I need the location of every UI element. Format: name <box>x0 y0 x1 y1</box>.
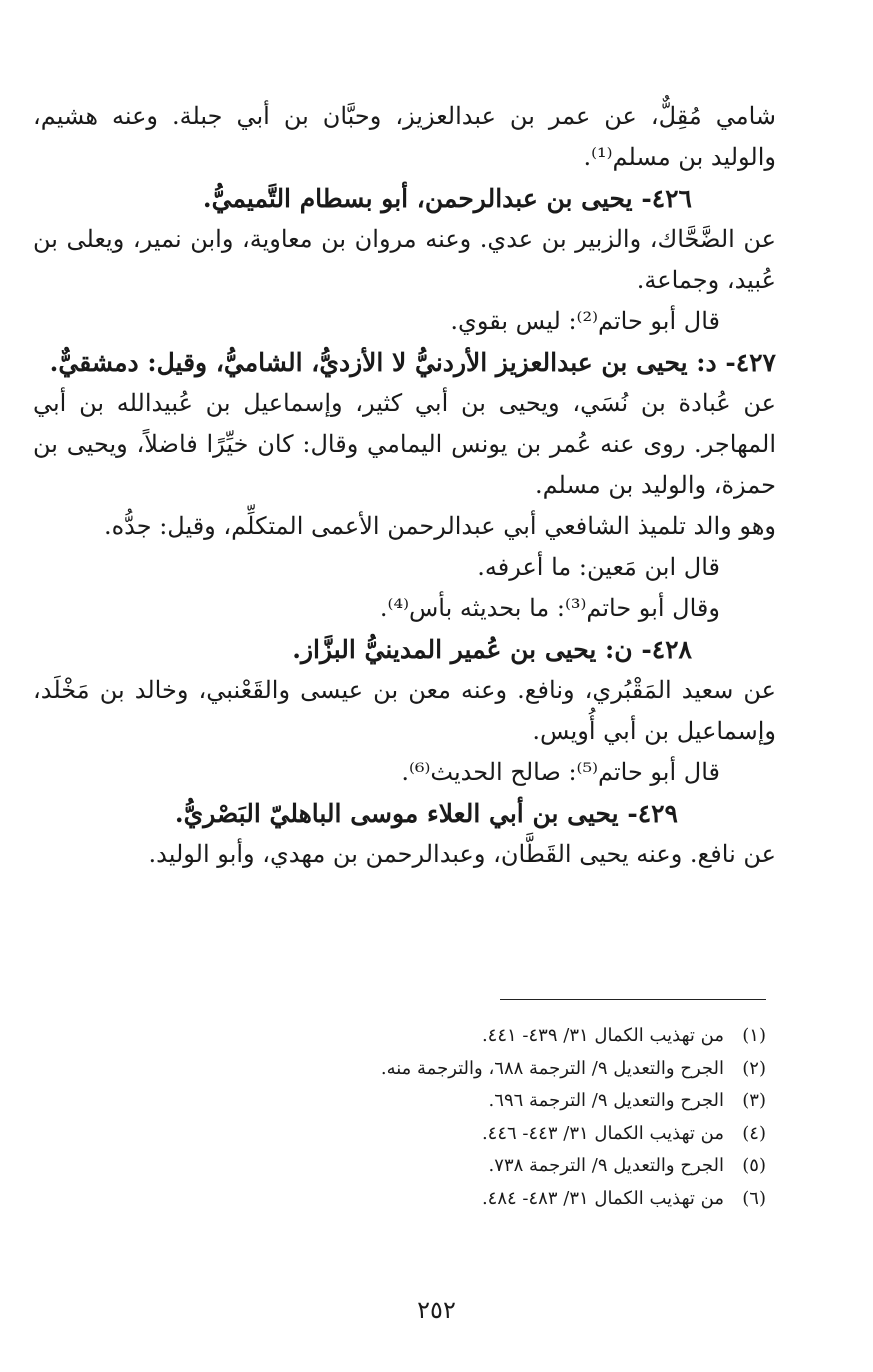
main-text <box>33 96 776 875</box>
footnote-text: من تهذيب الكمال ٣١/ ٤٣٩- ٤٤١. <box>481 1025 724 1046</box>
entry-427-verdict-2: وقال أبو حاتم⁽³⁾: ما بحديثه بأس⁽⁴⁾. <box>379 594 720 622</box>
footnote-text: من تهذيب الكمال ٣١/ ٤٤٣- ٤٤٦. <box>481 1122 724 1144</box>
footnote-number: (٤) <box>742 1122 766 1144</box>
footnote <box>100 1053 766 1086</box>
entry-427-note: وهو والد تلميذ الشافعي أبي عبدالرحمن الأعمى المتكلِّم، وقيل: جدُّه. <box>103 512 776 540</box>
entry-heading-429: ٤٢٩- يحيى بن أبي العلاء موسى الباهليّ البَصْريُّ. <box>174 799 678 828</box>
footnotes <box>100 1020 766 1215</box>
footnote <box>100 1150 766 1183</box>
footnote-separator <box>500 999 766 1000</box>
entry-426-verdict: قال أبو حاتم⁽²⁾: ليس بقوي. <box>450 307 720 335</box>
entry-427-narrators: عن عُبادة بن نُسَي، ويحيى بن أبي كثير، وإسماعيل بن عُبيدالله بن أبي المهاجر. روى عنه عُمر بن يونس اليمامي وقال: كان خيِّرًا فاضلاً، ويحيى بن حمزة، والوليد بن مسلم. <box>33 389 776 499</box>
footnote-text: الجرح والتعديل ٩/ الترجمة ٦٨٨، والترجمة منه. <box>380 1057 724 1079</box>
entry-426-narrators: عن الضَّحَّاك، والزبير بن عدي. وعنه مروان بن معاوية، وابن نمير، ويعلى بن عُبيد، وجماعة. <box>33 225 776 294</box>
footnote-number: (١) <box>742 1025 766 1046</box>
entry-heading-426: ٤٢٦- يحيى بن عبدالرحمن، أبو بسطام التَّميميُّ. <box>202 184 692 213</box>
footnote <box>100 1183 766 1216</box>
footnote <box>100 1020 766 1053</box>
entry-427-verdict-1: قال ابن مَعين: ما أعرفه. <box>477 553 720 581</box>
footnote <box>100 1118 766 1151</box>
footnote <box>100 1085 766 1118</box>
footnote-number: (٣) <box>742 1090 766 1111</box>
entry-428-verdict: قال أبو حاتم⁽⁵⁾: صالح الحديث⁽⁶⁾. <box>401 758 720 786</box>
footnote-number: (٦) <box>742 1187 766 1209</box>
footnote-number: (٢) <box>742 1057 766 1079</box>
entry-429-narrators: عن نافع. وعنه يحيى القَطَّان، وعبدالرحمن بن مهدي، وأبو الوليد. <box>148 840 776 868</box>
entry-heading-428: ٤٢٨- ن: يحيى بن عُمير المدينيُّ البزَّاز. <box>292 635 692 664</box>
footnote-text: الجرح والتعديل ٩/ الترجمة ٧٣٨. <box>488 1155 724 1176</box>
footnote-text: من تهذيب الكمال ٣١/ ٤٨٣- ٤٨٤. <box>481 1187 724 1209</box>
entry-heading-427: ٤٢٧- د: يحيى بن عبدالعزيز الأردنيُّ لا الأزديُّ، الشاميُّ، وقيل: دمشقيٌّ. <box>49 348 776 377</box>
page-number: ٢٥٢ <box>417 1296 456 1324</box>
entry-428-narrators: عن سعيد المَقْبُري، ونافع. وعنه معن بن عيسى والقَعْنبي، وخالد بن مَخْلَد، وإسماعيل بن أبي أُويس. <box>33 676 776 745</box>
footnote-number: (٥) <box>742 1155 766 1176</box>
footnote-text: الجرح والتعديل ٩/ الترجمة ٦٩٦. <box>488 1090 724 1111</box>
paragraph-continuation: شامي مُقِلٌّ، عن عمر بن عبدالعزيز، وحبَّان بن أبي جبلة. وعنه هشيم، والوليد بن مسلم⁽¹⁾. <box>33 102 776 171</box>
